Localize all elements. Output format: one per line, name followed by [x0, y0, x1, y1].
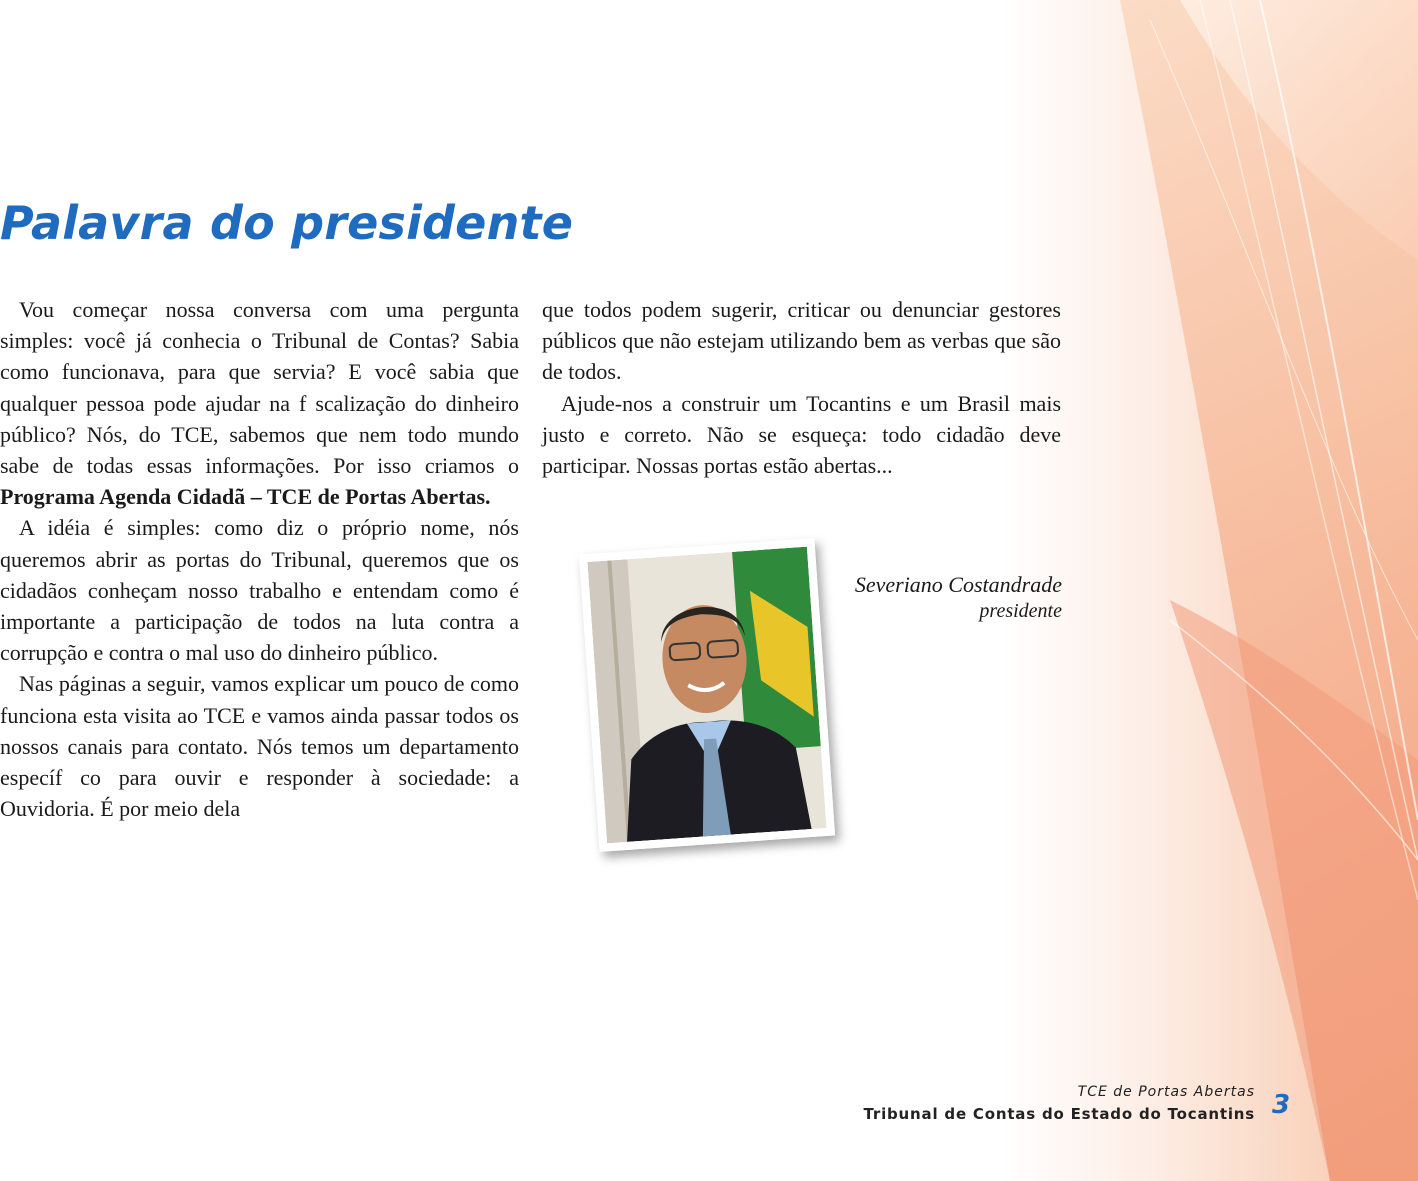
paragraph-4: Ajude-nos a construir um Tocantins e um Brasil mais justo e correto. Não se esqueça: todo cidadão deve participar. Nossas portas estão abertas... — [542, 390, 1061, 479]
page-title: Palavra do presidente — [0, 196, 574, 250]
paragraph-1-text: Vou começar nossa conversa com uma pergunta simples: você já conhecia o Tribunal de Contas? Sabia como funcionava, para que servia? E você sabia que qualquer pessoa pode ajudar na f scalização do dinheiro público? Nós, do TCE, sabemos que nem todo mundo sabe de todas essas informações. Por isso criamos o — [0, 297, 519, 479]
signature-name: Severiano Costandrade — [854, 572, 1062, 597]
president-photo — [579, 538, 835, 852]
signature-role: presidente — [979, 600, 1062, 622]
footer-institution: Tribunal de Contas do Estado do Tocantins — [863, 1105, 1255, 1123]
paragraph-3-continued: que todos podem sugerir, criticar ou denunciar gestores públicos que não estejam utilizando bem as verbas que são de todos. — [542, 297, 1061, 385]
paragraph-2: A idéia é simples: como diz o próprio nome, nós queremos abrir as portas do Tribunal, queremos que os cidadãos conheçam nosso trabalho e entendam como é importante a participação de todos na luta contra a corrupção e contra o mal uso do dinheiro público. — [0, 515, 519, 666]
paragraph-3: Nas páginas a seguir, vamos explicar um pouco de como funciona esta visita ao TCE e vamos ainda passar todos os nossos canais para contato. Nós temos um departamento específ co para ouvir e responder à sociedade: a Ouvidoria. É por meio dela — [0, 671, 519, 822]
footer-publication: TCE de Portas Abertas — [1077, 1084, 1255, 1100]
president-portrait — [587, 547, 826, 844]
paragraph-1 — [0, 294, 519, 512]
right-column — [542, 294, 1061, 481]
page-number: 3 — [1272, 1090, 1291, 1120]
program-name: Programa Agenda Cidadã – TCE de Portas Abertas. — [0, 484, 491, 510]
left-column — [0, 294, 519, 824]
